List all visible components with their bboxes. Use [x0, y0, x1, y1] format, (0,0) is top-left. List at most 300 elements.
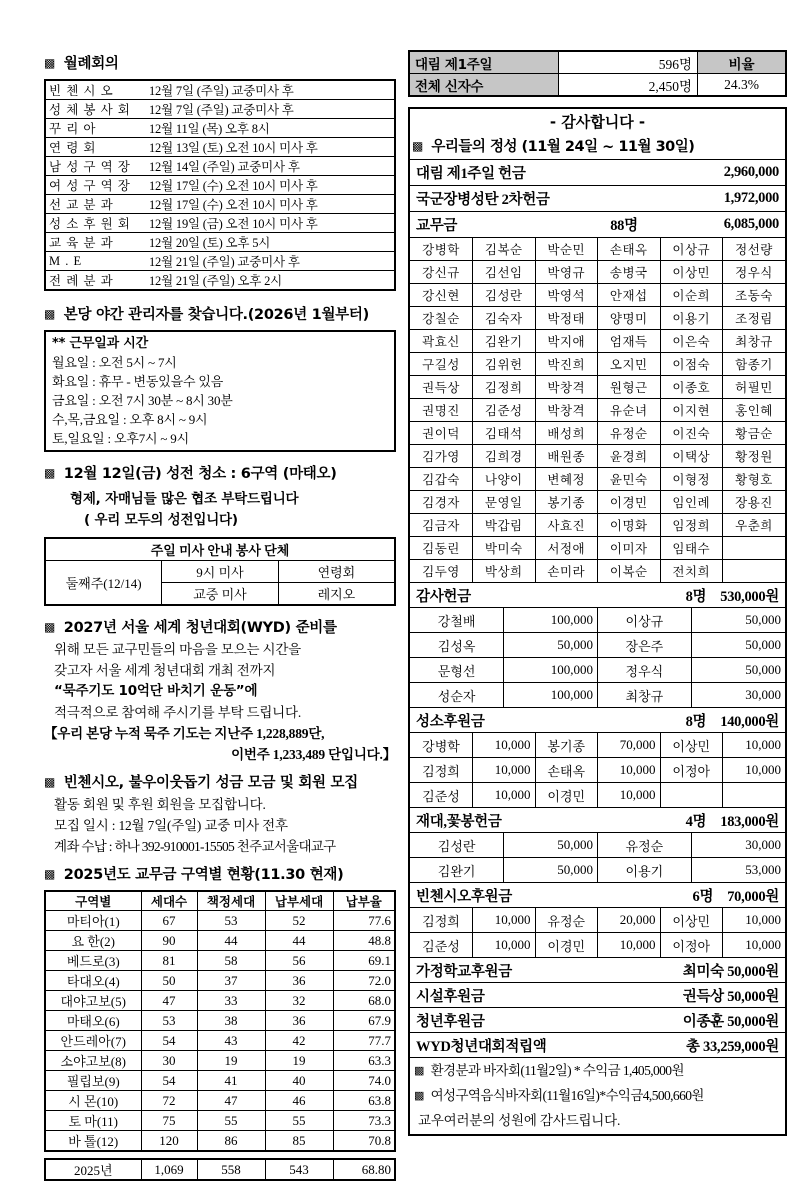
wyd-line2: 갖고자 서울 세계 청년대회 개최 전까지	[54, 663, 276, 678]
monthly-row	[45, 176, 395, 195]
vincent-line3: 계좌 수납 : 하나 392-910001-15505 천주교서울대교구	[54, 839, 336, 854]
offering-label: 국군장병성탄 2차헌금	[416, 192, 550, 208]
fund-amount: 50,000	[504, 858, 598, 883]
caretaker-line: 수,목,금요일 : 오후 8시 ~ 9시	[52, 412, 208, 427]
fund-amount: 50,000	[504, 833, 598, 858]
offering-amount: 2,960,000	[723, 164, 779, 180]
monthly-title-text: 월례회의	[63, 56, 119, 72]
dues-cell: 19	[197, 1051, 265, 1071]
donor-name: 이택상	[660, 445, 723, 468]
right-column	[408, 50, 787, 1181]
donor-name: 정선량	[723, 238, 786, 261]
single-fund-value: 이종훈 50,000원	[682, 1013, 779, 1030]
dues-cell: 69.1	[333, 951, 395, 971]
dues-total-cell: 2025년	[45, 1159, 141, 1180]
stats-value: 596명	[559, 51, 698, 74]
fund-amount: 10,000	[473, 908, 536, 933]
dues-cell: 73.3	[333, 1111, 395, 1131]
vincent-fund-count: 6명	[692, 888, 714, 905]
vincent-fund-amount: 70,000원	[727, 888, 779, 905]
fund-amount: 53,000	[691, 858, 785, 883]
mass-service-mass-0: 9시 미사	[162, 561, 279, 583]
thanks-title: - 감사합니다 -	[549, 113, 646, 131]
donor-name: 정우식	[723, 261, 786, 284]
vincent-title-text: 빈첸시오, 불우이웃돕기 성금 모금 및 회원 모집	[63, 775, 358, 791]
fund-name: 이경민	[535, 783, 598, 808]
donor-name: 강신현	[410, 284, 473, 307]
wyd-title	[44, 616, 396, 637]
fund-name: 봉기종	[535, 733, 598, 758]
dues-header-row	[45, 891, 395, 911]
vincent-line1: 활동 회원 및 후원 회원을 모집합니다.	[54, 797, 266, 812]
fund-amount	[723, 783, 786, 808]
dues-cell: 63.3	[333, 1051, 395, 1071]
fund-row	[410, 833, 785, 858]
donor-name: 함종기	[723, 353, 786, 376]
donor-name: 윤경희	[598, 445, 661, 468]
fund-name: 문형선	[410, 658, 504, 683]
fund-name: 김준성	[410, 933, 473, 958]
dues-cell: 85	[265, 1131, 333, 1152]
gyomugeum-name-grid	[410, 238, 785, 582]
monthly-org: 빈 첸 시 오	[45, 80, 146, 100]
dues-header: 납부세대	[265, 891, 333, 911]
dues-cell: 55	[197, 1111, 265, 1131]
jedae-label: 재대,꽃봉헌금	[416, 813, 502, 830]
stats-label: 전체 신자수	[409, 74, 559, 97]
dues-total-cell: 68.80	[333, 1159, 395, 1180]
stats-value: 2,450명	[559, 74, 698, 97]
fund-amount: 10,000	[473, 783, 536, 808]
dues-row	[45, 1131, 395, 1152]
note-bullet-icon: ▩	[414, 1065, 424, 1077]
dues-header: 납부율	[333, 891, 395, 911]
name-grid-row	[410, 399, 785, 422]
single-fund-label: WYD청년대회적립액	[416, 1038, 547, 1055]
dues-cell: 63.8	[333, 1091, 395, 1111]
name-grid-row	[410, 445, 785, 468]
donor-name: 박순민	[535, 238, 598, 261]
dues-cell: 72.0	[333, 971, 395, 991]
donor-name: 원형근	[598, 376, 661, 399]
note-bullet-icon: ▩	[414, 1090, 424, 1102]
fund-name: 김준성	[410, 783, 473, 808]
dues-cell: 74.0	[333, 1071, 395, 1091]
monthly-row	[45, 157, 395, 176]
donor-name: 황금순	[723, 422, 786, 445]
fund-row	[410, 858, 785, 883]
gyomugeum-amount: 6,085,000	[723, 216, 779, 232]
jedae-header	[410, 808, 785, 833]
name-grid-row	[410, 537, 785, 560]
fund-amount: 30,000	[691, 833, 785, 858]
monthly-org: 연 령 회	[45, 138, 146, 157]
dues-cell: 40	[265, 1071, 333, 1091]
dues-cell: 베드로(3)	[45, 951, 141, 971]
stats-label: 대림 제1주일	[409, 51, 559, 74]
note-line: ▩ 여성구역음식바자회(11월16일)*수익금4,500,660원	[414, 1088, 704, 1103]
fund-name: 이정아	[660, 758, 723, 783]
monthly-schedule: 12월 7일 (주일) 교중미사 후	[146, 80, 395, 100]
dues-cell: 68.0	[333, 991, 395, 1011]
name-grid-row	[410, 422, 785, 445]
dues-cell: 대야고보(5)	[45, 991, 141, 1011]
gyomugeum-header	[410, 212, 785, 238]
name-grid-row	[410, 307, 785, 330]
donor-name: 전치희	[660, 560, 723, 583]
donor-name: 서정애	[535, 537, 598, 560]
fund-row	[410, 658, 785, 683]
dues-cell: 47	[197, 1091, 265, 1111]
fund-name: 강철배	[410, 608, 504, 633]
dues-cell: 마태오(6)	[45, 1011, 141, 1031]
dues-cell: 70.8	[333, 1131, 395, 1152]
seongso-header	[410, 708, 785, 733]
dues-cell: 필립보(9)	[45, 1071, 141, 1091]
section-bullet-icon: ▩	[44, 466, 56, 480]
dues-cell: 36	[265, 971, 333, 991]
monthly-org: 선 교 분 과	[45, 195, 146, 214]
donor-name: 임태수	[660, 537, 723, 560]
dues-cell: 소야고보(8)	[45, 1051, 141, 1071]
monthly-row	[45, 195, 395, 214]
donor-name: 임정희	[660, 514, 723, 537]
donor-name: 이용기	[660, 307, 723, 330]
donor-name: 이순희	[660, 284, 723, 307]
dues-cell: 72	[141, 1091, 197, 1111]
dues-cell: 58	[197, 951, 265, 971]
donor-name: 권득상	[410, 376, 473, 399]
donor-name: 최창규	[723, 330, 786, 353]
caretaker-line: 화요일 : 휴무 - 변동있을수 있음	[52, 374, 224, 389]
donor-name: 이복순	[598, 560, 661, 583]
dues-cell: 30	[141, 1051, 197, 1071]
dues-cell: 44	[265, 931, 333, 951]
fund-row	[410, 783, 785, 808]
section-bullet-icon: ▩	[44, 307, 56, 321]
attendance-stats-table	[408, 50, 787, 97]
mass-service-group-0: 연령회	[278, 561, 395, 583]
donor-name: 안재섭	[598, 284, 661, 307]
fund-amount: 10,000	[723, 758, 786, 783]
fund-amount: 10,000	[723, 933, 786, 958]
monthly-schedule: 12월 14일 (주일) 교중미사 후	[146, 157, 395, 176]
donor-name: 황정원	[723, 445, 786, 468]
donor-name: 나양이	[473, 468, 536, 491]
donor-name: 곽효신	[410, 330, 473, 353]
donor-name: 김성란	[473, 284, 536, 307]
dues-cell: 75	[141, 1111, 197, 1131]
single-fund-value: 최미숙 50,000원	[682, 963, 779, 980]
dues-cell: 54	[141, 1071, 197, 1091]
donor-name: 이명화	[598, 514, 661, 537]
donor-name: 이지현	[660, 399, 723, 422]
seongso-label: 성소후원금	[416, 713, 485, 730]
mass-service-mass-1: 교중 미사	[162, 583, 279, 606]
dues-total-cell: 543	[265, 1159, 333, 1180]
donor-name: 문영일	[473, 491, 536, 514]
monthly-meetings-title	[44, 52, 396, 73]
wyd-line6: 이번주 1,233,489 단입니다.】	[231, 747, 396, 762]
caretaker-line: 금요일 : 오전 7시 30분 ~ 8시 30분	[52, 393, 233, 408]
wyd-line4: 적극적으로 참여해 주시기를 부탁 드립니다.	[54, 705, 302, 720]
dues-cell: 86	[197, 1131, 265, 1152]
vincent-line2: 모집 일시 : 12월 7일(주일) 교중 미사 전후	[54, 818, 288, 833]
cleaning-title-text: 12월 12일(금) 성전 청소 : 6구역 (마태오)	[63, 466, 337, 482]
monthly-org: M . E	[45, 252, 146, 271]
donor-name: 박상희	[473, 560, 536, 583]
fund-name: 김완기	[410, 858, 504, 883]
dues-cell: 42	[265, 1031, 333, 1051]
name-grid-row	[410, 468, 785, 491]
donor-name: 황형호	[723, 468, 786, 491]
monthly-org: 남 성 구 역 장	[45, 157, 146, 176]
dues-cell: 토 마(11)	[45, 1111, 141, 1131]
fund-name: 이상민	[660, 908, 723, 933]
caretaker-title-text: 본당 야간 관리자를 찾습니다.(2026년 1월부터)	[63, 307, 369, 323]
fund-amount: 30,000	[691, 683, 785, 708]
donor-name: 변혜정	[535, 468, 598, 491]
dues-cell: 67.9	[333, 1011, 395, 1031]
donor-name: 김정희	[473, 376, 536, 399]
monthly-row	[45, 100, 395, 119]
dues-total-row	[45, 1159, 395, 1180]
dues-cell: 90	[141, 931, 197, 951]
monthly-schedule: 12월 11일 (목) 오후 8시	[146, 119, 395, 138]
donor-name: 김가영	[410, 445, 473, 468]
name-grid-row	[410, 560, 785, 583]
gyomugeum-label: 교무금	[416, 218, 458, 234]
monthly-org: 전 례 분 과	[45, 271, 146, 291]
monthly-org: 여 성 구 역 장	[45, 176, 146, 195]
donor-name: 엄재득	[598, 330, 661, 353]
donor-name: 박영석	[535, 284, 598, 307]
mass-service-week: 둘째주(12/14)	[45, 561, 162, 606]
monthly-schedule: 12월 7일 (주일) 교중미사 후	[146, 100, 395, 119]
donor-name: 강병학	[410, 238, 473, 261]
fund-row	[410, 683, 785, 708]
fund-amount: 50,000	[504, 633, 598, 658]
stats-row	[409, 51, 786, 74]
monthly-row	[45, 233, 395, 252]
fund-amount: 10,000	[598, 783, 661, 808]
donor-name: 김금자	[410, 514, 473, 537]
gamsa-header	[410, 583, 785, 608]
donor-name: 김희경	[473, 445, 536, 468]
dues-table	[44, 890, 396, 1152]
single-fund-row	[410, 983, 785, 1008]
donor-name: 김완기	[473, 330, 536, 353]
section-bullet-icon: ▩	[412, 139, 423, 153]
donor-name: 김갑숙	[410, 468, 473, 491]
note-line: ▩ 환경분과 바자회(11월2일) * 수익금 1,405,000원	[414, 1063, 684, 1078]
vincent-fund-rows-wrap	[410, 908, 785, 958]
fund-amount: 20,000	[598, 908, 661, 933]
jedae-amount: 183,000원	[720, 813, 779, 830]
gamsa-amount: 530,000원	[720, 588, 779, 605]
donor-name: 박영규	[535, 261, 598, 284]
fund-amount: 100,000	[504, 658, 598, 683]
fund-name: 이정아	[660, 933, 723, 958]
wyd-line1: 위해 모든 교구민들의 마음을 모으는 시간을	[54, 642, 302, 657]
jedae-count: 4명	[685, 813, 707, 830]
fund-amount: 100,000	[504, 608, 598, 633]
thanks-subtitle-text: 우리들의 정성 (11월 24일 ~ 11월 30일)	[431, 139, 695, 155]
fund-amount: 50,000	[691, 608, 785, 633]
monthly-schedule: 12월 20일 (토) 오후 5시	[146, 233, 395, 252]
dues-cell: 77.6	[333, 911, 395, 931]
dues-cell: 47	[141, 991, 197, 1011]
monthly-schedule: 12월 19일 (금) 오전 10시 미사 후	[146, 214, 395, 233]
donor-name: 김준성	[473, 399, 536, 422]
jedae-rows	[410, 833, 785, 882]
donor-name: 이상규	[660, 238, 723, 261]
seongso-rows	[410, 733, 785, 807]
name-grid-wrap	[410, 238, 785, 583]
dues-cell: 53	[141, 1011, 197, 1031]
monthly-org: 성 소 후 원 회	[45, 214, 146, 233]
fund-row	[410, 758, 785, 783]
fund-row	[410, 608, 785, 633]
dues-title-text: 2025년도 교무금 구역별 현황(11.30 현재)	[63, 867, 344, 883]
single-fund-row	[410, 1033, 785, 1058]
dues-cell: 77.7	[333, 1031, 395, 1051]
dues-cell: 81	[141, 951, 197, 971]
fund-name: 이경민	[535, 933, 598, 958]
fund-row	[410, 733, 785, 758]
offering-rows	[410, 160, 785, 212]
dues-row	[45, 991, 395, 1011]
fund-amount: 70,000	[598, 733, 661, 758]
fund-name: 강병학	[410, 733, 473, 758]
single-fund-value: 권득상 50,000원	[682, 988, 779, 1005]
section-bullet-icon: ▩	[44, 620, 56, 634]
monthly-meetings-table	[44, 79, 396, 291]
donor-name: 장용진	[723, 491, 786, 514]
donor-name: 권이덕	[410, 422, 473, 445]
cleaning-line2: ( 우리 모두의 성전입니다)	[84, 512, 238, 528]
dues-row	[45, 911, 395, 931]
monthly-row	[45, 271, 395, 291]
fund-name: 손태옥	[535, 758, 598, 783]
vincent-fund-rows	[410, 908, 785, 957]
dues-cell: 19	[265, 1051, 333, 1071]
donor-name: 김위헌	[473, 353, 536, 376]
section-bullet-icon: ▩	[44, 867, 56, 881]
monthly-row	[45, 252, 395, 271]
donor-name: 김동린	[410, 537, 473, 560]
monthly-org: 교 육 분 과	[45, 233, 146, 252]
dues-cell: 마티아(1)	[45, 911, 141, 931]
fund-name: 김정희	[410, 758, 473, 783]
jedae-rows-wrap	[410, 833, 785, 883]
fund-name: 최창규	[598, 683, 692, 708]
name-grid-row	[410, 491, 785, 514]
caretaker-line: 월요일 : 오전 5시 ~ 7시	[52, 355, 177, 370]
donor-name: 손미라	[535, 560, 598, 583]
fund-row	[410, 633, 785, 658]
fund-name: 유정순	[598, 833, 692, 858]
name-grid-row	[410, 376, 785, 399]
fund-amount: 50,000	[691, 658, 785, 683]
single-fund-row	[410, 958, 785, 983]
fund-amount: 10,000	[723, 908, 786, 933]
seongso-rows-wrap	[410, 733, 785, 808]
monthly-row	[45, 214, 395, 233]
left-column	[44, 50, 396, 1181]
fund-name: 유정순	[535, 908, 598, 933]
closing-line: 교우여러분의 성원에 감사드립니다.	[418, 1113, 621, 1128]
note-lines	[414, 1059, 781, 1109]
donor-name: 이점숙	[660, 353, 723, 376]
dues-cell: 120	[141, 1131, 197, 1152]
single-fund-label: 청년후원금	[416, 1013, 485, 1030]
donor-name: 우춘희	[723, 514, 786, 537]
caretaker-title	[44, 303, 396, 324]
donor-name: 배원종	[535, 445, 598, 468]
caretaker-line: ** 근무일과 시간	[52, 336, 148, 351]
donor-name	[723, 560, 786, 583]
monthly-schedule: 12월 17일 (수) 오전 10시 미사 후	[146, 176, 395, 195]
donor-name: 김경자	[410, 491, 473, 514]
offering-row	[410, 186, 785, 212]
fund-name: 김성란	[410, 833, 504, 858]
thanks-subtitle	[410, 135, 785, 160]
dues-cell: 67	[141, 911, 197, 931]
single-fund-label: 가정학교후원금	[416, 963, 512, 980]
dues-cell: 55	[265, 1111, 333, 1131]
monthly-schedule: 12월 13일 (토) 오전 10시 미사 후	[146, 138, 395, 157]
donor-name: 권명진	[410, 399, 473, 422]
wyd-line3: “묵주기도 10억단 바치기 운동”에	[54, 683, 258, 699]
fund-row	[410, 933, 785, 958]
donor-name: 봉기종	[535, 491, 598, 514]
name-grid-row	[410, 330, 785, 353]
dues-cell: 36	[265, 1011, 333, 1031]
fund-name: 이상규	[598, 608, 692, 633]
cleaning-title	[44, 462, 396, 483]
donor-name: 홍인혜	[723, 399, 786, 422]
mass-service-table	[44, 537, 396, 606]
dues-row	[45, 931, 395, 951]
notes-block	[410, 1058, 785, 1134]
fund-amount: 10,000	[473, 933, 536, 958]
fund-amount: 100,000	[504, 683, 598, 708]
fund-name: 장은주	[598, 633, 692, 658]
offering-row	[410, 160, 785, 186]
vincent-title	[44, 771, 396, 792]
fund-name: 정우식	[598, 658, 692, 683]
donor-name: 김두영	[410, 560, 473, 583]
dues-row	[45, 1051, 395, 1071]
donor-name: 박정태	[535, 307, 598, 330]
dues-header: 구역별	[45, 891, 141, 911]
name-grid-row	[410, 284, 785, 307]
dues-total-cell: 1,069	[141, 1159, 197, 1180]
donor-name: 임인례	[660, 491, 723, 514]
donor-name: 오지민	[598, 353, 661, 376]
offering-label: 대림 제1주일 헌금	[416, 166, 526, 182]
name-grid-row	[410, 261, 785, 284]
dues-row	[45, 951, 395, 971]
donor-name: 구길성	[410, 353, 473, 376]
fund-name: 성순자	[410, 683, 504, 708]
single-funds	[410, 958, 785, 1058]
monthly-org: 꾸 리 아	[45, 119, 146, 138]
donor-name: 김복순	[473, 238, 536, 261]
gyomugeum-count: 88명	[610, 218, 638, 234]
donor-name: 강칠순	[410, 307, 473, 330]
